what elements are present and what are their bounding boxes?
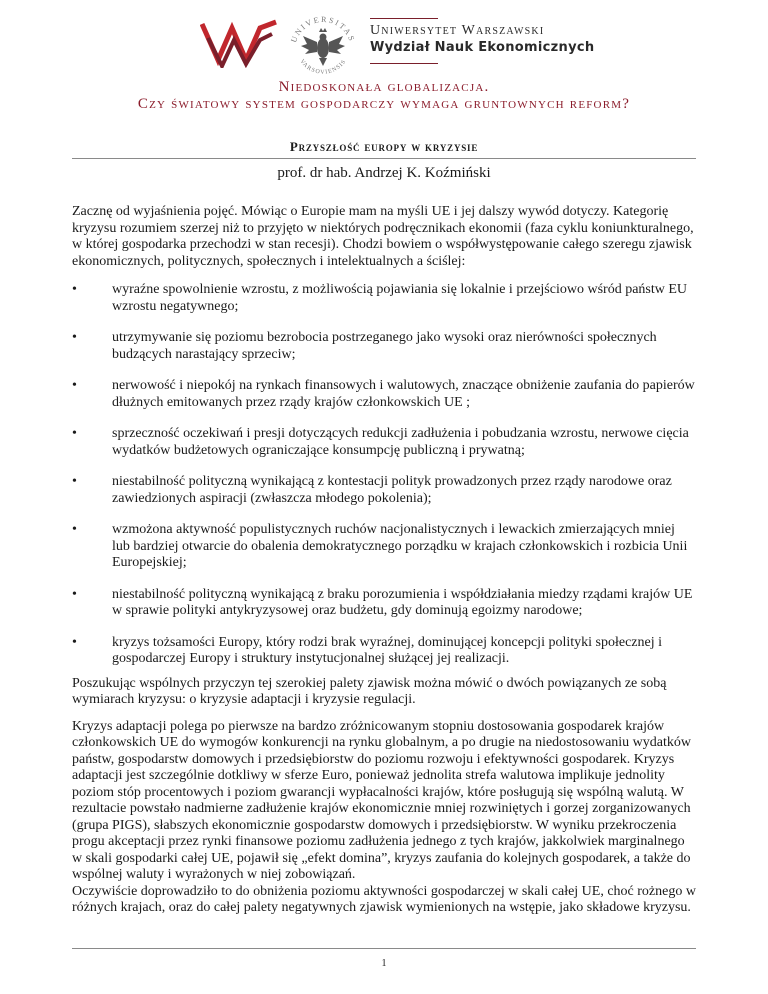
- bullet-icon: •: [72, 586, 77, 602]
- page-header: [0, 0, 768, 80]
- faculty-name: Wydział Nauk Ekonomicznych: [370, 40, 595, 55]
- bullet-icon: •: [72, 426, 77, 441]
- crisis-list: [72, 282, 696, 668]
- bullet-icon: •: [72, 378, 77, 393]
- bullet-icon: •: [72, 282, 77, 297]
- eagle-icon: [301, 28, 345, 66]
- main-title-line-1: Niedoskonała globalizacja.: [278, 79, 490, 95]
- list-item-text: nerwowość i niepokój na rynkach finansowych i walutowych, znaczące obniżenie zaufania do papierów dłużnych emitowanych przez rządy krajów członkowskich UE ;: [112, 378, 695, 410]
- paragraph-adaptation-crisis: Kryzys adaptacji polega po pierwsze na bardzo zróżnicowanym stopniu dostosowania gospodarek krajów członkowskich UE do wymogów konkurencji na rynku globalnym, a po drugie na niedostosowaniu wydatków państw, gospodarstw domowych i przedsiębiorstw do poziomu rozwoju i efektywności gospodarek. Kryzys adaptacji jest szczególnie dotkliwy w sferze Euro, ponieważ jednolita strefa walutowa implikuje jednolity poziom stóp procentowych i poziom gwarancji wypłacalności krajów, które posługują się wspólną walutą. W rezultacie powstało nadmierne zadłużenie krajów ekonomicznie mniej rozwiniętych i gorzej zorganizowanych (grupa PIGS), słabszych ekonomicznie gospodarstw domowych i przedsiębiorstw. W wyniku przekroczenia progu akceptacji przez rynki finansowe poziomu zadłużenia jednego z tych krajów, jakkolwiek marginalnego w skali gospodarki całej UE, pojawił się „efekt domina”, kryzys zaufania do kolejnych gospodarek, a także do wspólnej waluty i wyrażonych w niej zobowiązań.: [72, 718, 692, 882]
- paragraph-consequences: Oczywiście doprowadziło to do obniżenia poziomu aktywności gospodarczej w skali całej UE, choć rożnego w różnych krajach, oraz do całej palety negatywnych zjawisk wymienionych na wstępie, jako składowe kryzysu.: [72, 883, 696, 915]
- author: prof. dr hab. Andrzej K. Koźmiński: [277, 165, 491, 181]
- main-title-line-2: Czy światowy system gospodarczy wymaga gruntownych reform?: [137, 96, 631, 112]
- header-rule-top: [370, 18, 438, 19]
- page-number: 1: [381, 958, 387, 969]
- list-item-text: kryzys tożsamości Europy, który rodzi brak wyraźnej, dominującej koncepcji polityki społecznej i gospodarczej Europy i struktury instytucjonalnej służącej jej realizacji.: [112, 634, 662, 666]
- header-rule-bottom: [370, 63, 438, 64]
- list-item: [72, 522, 696, 572]
- seal-text-bottom: VARSOVIENSIS: [298, 58, 348, 76]
- section-divider: [72, 158, 696, 159]
- bullet-icon: •: [72, 474, 77, 489]
- seal-text-top: UNIVERSITAS: [289, 14, 357, 44]
- bullet-icon: •: [72, 330, 77, 345]
- list-item-text: wzmożona aktywność populistycznych ruchów nacjonalistycznych i lewackich zmierzających mniej lub bardziej otwarcie do obalenia demokratycznego porządku w krajach członkowskich i rozbicia Unii Europejskiej;: [112, 522, 688, 570]
- list-item: [72, 587, 696, 620]
- paragraph-causes: Poszukując wspólnych przyczyn tej szerokiej palety zjawisk można mówić o dwóch powiązanych ze sobą wymiarach kryzysu: o kryzysie adaptacji i kryzysie regulacji.: [72, 675, 667, 707]
- list-item: [72, 635, 696, 668]
- list-item: [72, 474, 696, 507]
- list-item: [72, 426, 696, 459]
- footer-divider: [72, 948, 696, 949]
- bullet-icon: •: [72, 634, 77, 650]
- list-item-text: wyraźne spowolnienie wzrostu, z możliwością pojawiania się lokalnie i przejściowo wśród państw EU wzrostu negatywnego;: [112, 282, 688, 314]
- bullet-icon: •: [72, 522, 77, 537]
- list-item-text: niestabilność polityczną wynikającą z braku porozumienia i współdziałania miedzy rządami krajów UE w sprawie polityki antykryzysowej oraz budżetu, gdy dominują egoizmy narodowe;: [112, 586, 693, 618]
- section-title: Przyszłość europy w kryzysie: [289, 139, 479, 154]
- article-body: [72, 204, 696, 927]
- university-seal: [283, 8, 363, 88]
- list-item: [72, 282, 696, 315]
- list-item-text: sprzeczność oczekiwań i presji dotyczących redukcji zadłużenia i pobudzania wzrostu, nerwowe cięcia wydatków budżetowych ograniczające konsumpcję publiczną i prywatną;: [112, 426, 689, 458]
- intro-paragraph: Zacznę od wyjaśnienia pojęć. Mówiąc o Europie mam na myśli UE i jej dalszy wywód dotyczy. Kategorię kryzysu rozumiem szerzej niż to przyjęto w niektórych podręcznikach ekonomii (faza cyklu koniunkturalnego, w której gospodarka przechodzi w stan recesji). Chodzi bowiem o współwystępowanie całego szeregu zjawisk ekonomicznych, politycznych, społecznych i intelektualnych a ściślej:: [72, 204, 694, 269]
- list-item-text: niestabilność polityczną wynikającą z kontestacji polityk prowadzonych przez rządy narodowe oraz zawiedzionych aspiracji (zwłaszcza młodego pokolenia);: [112, 474, 672, 506]
- list-item: [72, 330, 696, 363]
- list-item: [72, 378, 696, 411]
- main-title: [0, 79, 768, 113]
- faculty-logo: [200, 18, 278, 68]
- university-name: Uniwersytet Warszawski: [370, 23, 545, 38]
- university-name-block: [370, 18, 594, 64]
- list-item-text: utrzymywanie się poziomu bezrobocia postrzeganego jako wysoki oraz nierówności społecznych budzących narastający sprzeciw;: [112, 330, 657, 362]
